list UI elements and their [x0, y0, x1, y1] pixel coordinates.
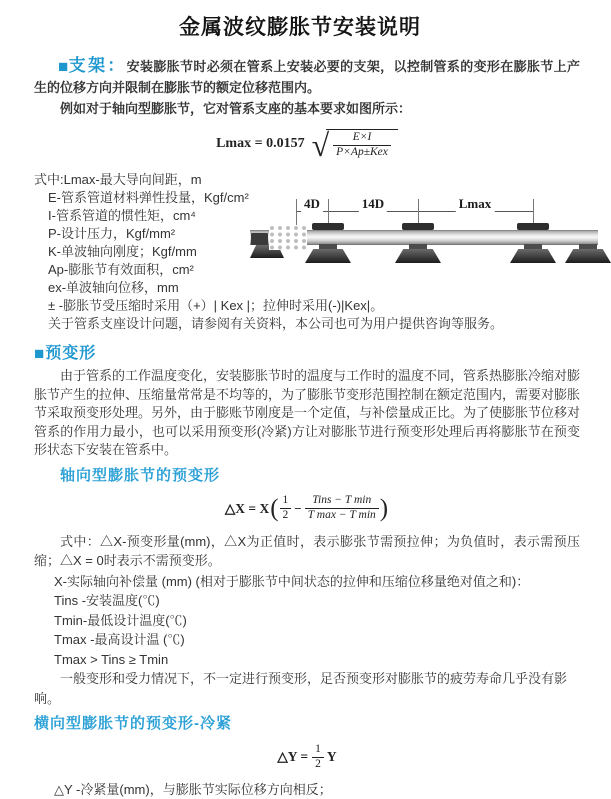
formula-lhs: △X = X [224, 500, 270, 516]
support-clamp [402, 223, 434, 230]
axial-note: 一般变形和受力情况下，不一定进行预变形，足否预变形对膨胀节的疲劳寿命几乎没有影响。 [34, 671, 568, 706]
support-intro-paragraph [34, 55, 580, 98]
definition-item: I-管系管道的惯性矩，cm⁴ [48, 208, 196, 223]
axial-subsection-heading: 轴向型膨胀节的预变形 [60, 466, 221, 484]
bellows-expansion-joint [269, 225, 307, 250]
sqrt-body [326, 129, 398, 160]
anchor-block [251, 233, 268, 245]
support-saddle [305, 249, 351, 263]
dim-label-14d: 14D [359, 196, 387, 212]
support-intro-text: 安装膨胀节时必须在管系上安装必要的支架，以控制管系的变形在膨胀节上产生的位移方向并限制在膨胀节的额定位移范围内。 [34, 59, 580, 95]
definition-item: Tmax > Tins ≥ Tmin [54, 651, 169, 667]
fraction-denominator: P×Ap±Kex [333, 145, 391, 160]
definition-item: Tins -安装温度(℃) [54, 593, 160, 608]
support-clamp [517, 223, 549, 230]
predeformation-heading-label: 预变形 [45, 345, 97, 362]
half-fraction [280, 494, 292, 523]
dim-label-4d: 4D [301, 196, 323, 212]
definition-item: P-设计压力，Kgf/mm² [48, 226, 176, 241]
section-square-icon: ■ [58, 57, 69, 76]
fraction-denominator: 2 [312, 757, 324, 772]
support-saddle [565, 249, 611, 263]
dim-label-lmax: Lmax [456, 196, 495, 212]
minus-operator: − [294, 500, 302, 516]
support-neck [409, 244, 427, 249]
formula-fraction [333, 131, 391, 160]
definition-item: Tmin-最低设计温度(℃) [54, 612, 187, 628]
predeformation-body: 由于管系的工作温度变化，安装膨胀节时的温度与工作时的温度不同，管系热膨胀冷缩对膨胀节产生的拉伸、压缩量常常是不均等的，为了膨胀节变形范围控制在额定范围内，需要对膨胀节采取预变形处理。另外，由于膨账节刚度是一个定值，与补偿量成正比。为了使膨胀节位移对管系的作用力最小，也可以采用预变形(冷紧)方让对膨胀节进行预变形处理后再将膨胀节在预变形状态下安装在管系中。 [34, 368, 581, 457]
dimension-line [296, 211, 533, 212]
fraction-denominator: 2 [280, 508, 292, 523]
fraction-numerator: E×I [352, 130, 372, 143]
definition-item: E-管系管道材料弹性投量，Kgf/cm² [48, 190, 249, 205]
service-note: 关于管系支座设计问题，请参阅有关资料，本公司也可为用户提供咨询等服务。 [48, 316, 504, 331]
definition-item: ex-单波轴向位移，mm [48, 280, 179, 295]
formula-lhs: Lmax = 0.0157 [216, 136, 305, 151]
support-neck [579, 244, 597, 249]
fraction-numerator: Tins − T min [312, 494, 372, 507]
definition-item: X-实际轴向补偿量 (mm) (相对于膨胀节中间状态的拉伸和压缩位移量绝对值之和)： [54, 573, 530, 589]
temperature-fraction [305, 494, 379, 523]
section-square-icon: ■ [34, 344, 46, 363]
axial-explanation: 式中：△X-预变形量(mm)，△X为正值时，表示膨张节需预拉伸；为负值时，表示需预压缩；△X = 0时表示不需预变形。 [34, 533, 580, 568]
support-saddle [395, 249, 441, 263]
lateral-subsection-heading: 横向型膨胀节的预变形-冷紧 [34, 715, 232, 732]
support-neck [319, 244, 337, 249]
definition-item: K-单波轴向刚度；Kgf/mm [48, 244, 197, 259]
support-section-heading: 支架： [68, 56, 127, 75]
axial-formula [34, 492, 580, 526]
pipe-support-diagram [250, 193, 598, 271]
left-paren: ( [270, 495, 279, 522]
half-fraction [312, 743, 324, 772]
support-neck [524, 244, 542, 249]
definition-item: 式中:Lmax-最大导向间距，m [34, 172, 202, 187]
lmax-formula [34, 125, 580, 163]
page-title: 金属波纹膨胀节安装说明 [179, 16, 421, 39]
fraction-denominator: T max − T min [305, 508, 379, 523]
support-example-line: 例如对于轴向型膨胀节，它对管系支座的基本要求如图所示： [60, 101, 412, 116]
right-paren: ) [379, 495, 389, 522]
axial-definitions-list [34, 572, 580, 670]
formula-lhs: △Y = [277, 749, 309, 764]
sqrt-radical-icon: √ [311, 127, 330, 163]
fraction-numerator: 1 [315, 742, 321, 755]
support-saddle [510, 249, 556, 263]
support-clamp [312, 223, 344, 230]
definition-item: Ap-膨胀节有效面积，cm² [48, 262, 194, 277]
lateral-formula [34, 742, 580, 772]
definition-item: Tmax -最高设计温 (℃) [54, 632, 185, 647]
formula-rhs: Y [326, 749, 337, 764]
section-predeformation [34, 343, 580, 799]
lateral-note: △Y -冷紧量(mm)，与膨胀节实际位移方向相反； [54, 782, 332, 797]
predeformation-heading [34, 343, 580, 365]
plus-minus-note: ± -膨胀节受压缩时采用（+）| Kex |；拉伸时采用(-)|Kex|。 [48, 298, 384, 313]
fraction-numerator: 1 [282, 494, 289, 507]
